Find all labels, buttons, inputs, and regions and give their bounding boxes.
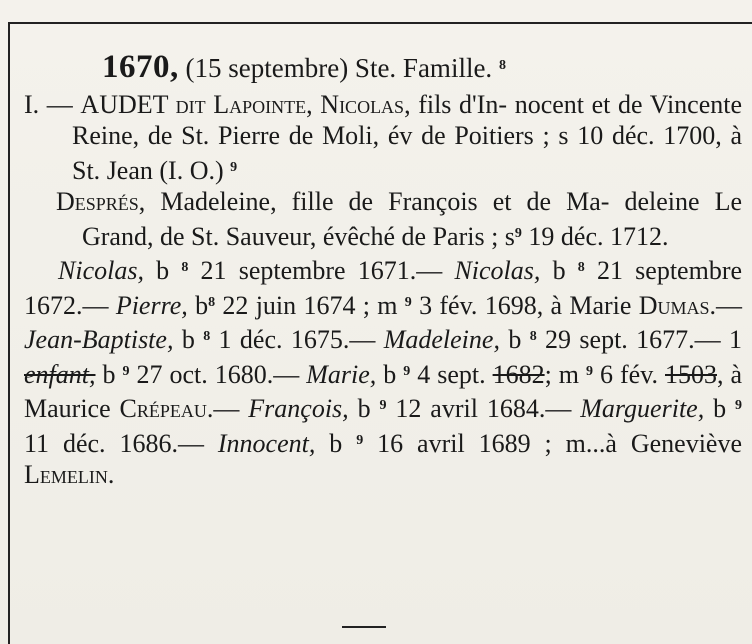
parish-ref: 8 [529, 329, 537, 344]
top-border-rule [8, 22, 752, 24]
spouse-name: Crépeau. [119, 394, 214, 423]
child-text: 27 oct. 1680.— [129, 359, 307, 389]
struck-year: 1682 [492, 359, 545, 389]
child-name: Nicolas, [454, 256, 541, 285]
marriage-heading [24, 50, 742, 85]
parish-ref: 9 [404, 294, 412, 310]
generation-number: I. — [24, 89, 81, 119]
child-text: 29 sept. 1677.— [536, 325, 721, 354]
child-text: 11 déc. 1686.— [24, 428, 218, 458]
husband-parish-ref: 9 [230, 159, 238, 175]
child-text: b [499, 325, 530, 354]
husband-entry [24, 89, 742, 187]
parish-ref: 8 [208, 294, 216, 310]
child-name: Innocent, [217, 428, 316, 458]
parish-ref: 8 [577, 260, 585, 275]
end-rule [342, 626, 386, 628]
child-text: 16 avril 1689 ; m...à Geneviève [363, 428, 742, 458]
child-text: 1 déc. 1675.— [210, 325, 384, 354]
child-name: Madeleine, [383, 325, 500, 354]
child-text: b [173, 325, 204, 354]
parish-ref: 9 [122, 363, 130, 379]
child-name: Pierre, [115, 290, 188, 320]
wife-name: Després, [56, 187, 146, 216]
husband-text-2: nocent et de Vincente Reine, de St. Pierre de [72, 89, 743, 150]
wife-text-1: Madeleine, fille de François et de Ma- [145, 187, 610, 216]
child-name: enfant, [24, 359, 96, 389]
parish-ref: 8 [203, 329, 211, 344]
child-text: m [369, 290, 405, 320]
child-name: Marguerite, [580, 394, 705, 423]
child-text: 22 juin 1674 ; [215, 290, 370, 320]
child-text: , à Maurice [24, 359, 743, 423]
parish-ref: 8 [181, 260, 189, 275]
children-list [24, 252, 742, 491]
parish-ref: 9 [403, 363, 411, 379]
child-text: 6 fév. [593, 359, 665, 389]
wife-parish-ref: 9 [514, 225, 522, 241]
parish-ref: 9 [356, 432, 364, 448]
child-name: Marie, [306, 359, 377, 389]
child-text: b [95, 359, 123, 389]
wife-text-3b: 19 déc. 1712. [521, 221, 669, 251]
wife-entry [24, 186, 742, 252]
child-text: 21 septembre 1672.— [24, 256, 743, 320]
child-text: — [213, 394, 240, 423]
spouse-name: Lemelin. [24, 460, 115, 489]
husband-name: AUDET dit Lapointe, Nicolas, [80, 89, 411, 119]
child-text: 4 sept. [410, 359, 486, 389]
child-text: b [348, 394, 380, 423]
husband-text-1: fils d'In- [410, 89, 508, 119]
child-text: b [540, 256, 578, 285]
left-border-rule [8, 22, 10, 644]
child-text: — [716, 290, 743, 320]
marriage-date-place: (15 septembre) Ste. Famille. [178, 53, 493, 83]
child-text: b [376, 359, 404, 389]
child-name: Nicolas, [58, 256, 144, 285]
genealogy-entry [24, 50, 742, 491]
parish-reference: 8 [498, 58, 506, 73]
struck-year: 1503 [665, 359, 717, 389]
husband-text-3: Moli, év de Poitiers ; s 10 déc. 1700, à St. [72, 121, 743, 185]
child-text: b [187, 290, 209, 320]
wife-text-3a: Paris ; s [432, 221, 515, 251]
child-text: b [315, 428, 357, 458]
marriage-year: 1670, [102, 49, 179, 85]
parish-ref: 9 [586, 363, 594, 379]
child-text: b [704, 394, 736, 423]
parish-ref: 9 [379, 398, 387, 413]
child-name: François, [248, 394, 349, 423]
parish-ref: 9 [735, 398, 743, 413]
husband-text-4: Jean (I. O.) [106, 155, 224, 185]
child-text: 12 avril 1684.— [386, 394, 581, 423]
child-text: b [143, 256, 182, 285]
child-text: 21 septembre 1671.— [188, 256, 455, 285]
child-text: ; m [544, 359, 587, 389]
child-text: 1 [720, 325, 743, 354]
child-name: Jean-Baptiste, [24, 325, 174, 354]
child-text: 3 fév. 1698, à Marie [411, 290, 639, 320]
spouse-name: Dumas. [638, 290, 717, 320]
wife-text-2: deleine Le Grand, de St. Sauveur, évêché de [82, 187, 743, 251]
